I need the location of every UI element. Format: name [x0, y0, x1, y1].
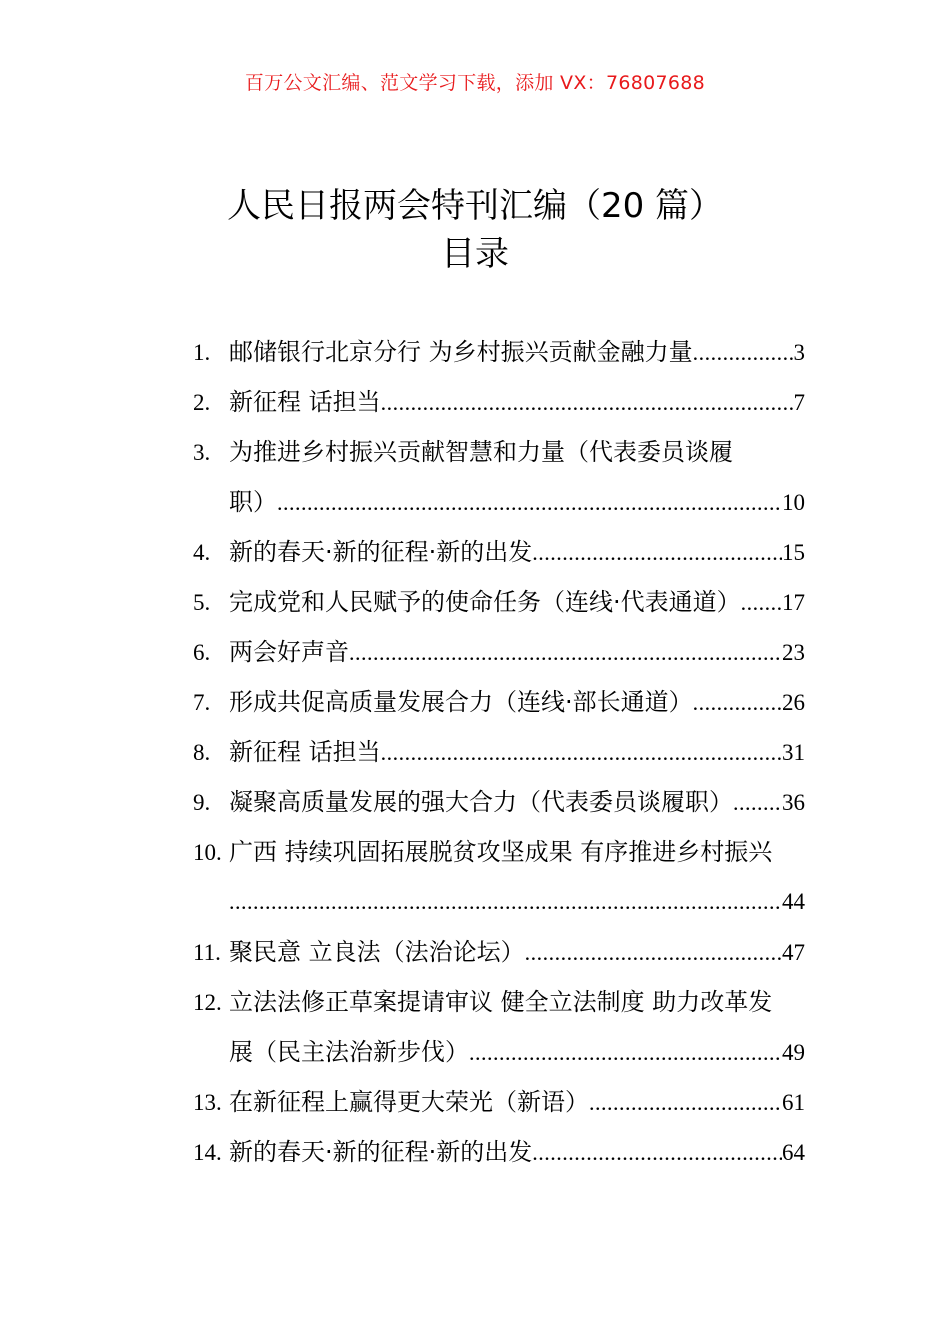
toc-leader-dots [532, 533, 782, 573]
toc-number: 13. [193, 1090, 222, 1115]
toc-title: 立法法修正草案提请审议 健全立法制度 助力改革发 [229, 988, 773, 1016]
toc-page-number: 7 [793, 390, 805, 415]
toc-leader-dots [277, 483, 782, 523]
toc-page-number: 64 [782, 1140, 805, 1165]
toc-title: 完成党和人民赋予的使命任务（连线·代表通道） [229, 588, 741, 616]
toc-page-number: 10 [782, 490, 805, 515]
toc-number: 5. [193, 590, 211, 615]
toc-leader-dots [532, 1133, 782, 1173]
toc-page-number: 49 [782, 1040, 805, 1065]
toc-entry-7[interactable] [193, 682, 805, 732]
toc-entry-1[interactable] [193, 332, 805, 382]
toc-entry-5[interactable] [193, 582, 805, 632]
table-of-contents [193, 332, 805, 1182]
toc-title: 新征程 话担当 [229, 388, 381, 416]
toc-title-continued: 展（民主法治新步伐） [229, 1038, 469, 1066]
toc-leader-dots [381, 733, 782, 773]
toc-leader-dots [381, 383, 794, 423]
toc-page-number: 26 [782, 690, 805, 715]
toc-number: 12. [193, 990, 222, 1015]
toc-number: 10. [193, 840, 222, 865]
document-title: 人民日报两会特刊汇编（20 篇） [226, 186, 724, 226]
toc-number: 4. [193, 540, 211, 565]
toc-page-number: 36 [782, 790, 805, 815]
toc-leader-dots [741, 583, 782, 623]
toc-leader-dots [589, 1083, 782, 1123]
header-banner: 百万公文汇编、范文学习下载，添加 VX：76807688 [244, 72, 706, 94]
toc-page-number: 61 [782, 1090, 805, 1115]
toc-page-number: 44 [782, 889, 805, 914]
toc-title: 在新征程上赢得更大荣光（新语） [229, 1088, 589, 1116]
toc-number: 1. [193, 340, 211, 365]
toc-leader-dots [693, 333, 794, 373]
toc-title: 两会好声音 [229, 638, 349, 666]
toc-entry-10-line-2[interactable] [193, 882, 805, 932]
toc-entry-4[interactable] [193, 532, 805, 582]
toc-page-number: 47 [782, 940, 805, 965]
toc-leader-dots [693, 683, 782, 723]
toc-number: 6. [193, 640, 211, 665]
toc-page-number: 31 [782, 740, 805, 765]
toc-entry-12-line-1[interactable] [193, 982, 805, 1032]
toc-entry-9[interactable] [193, 782, 805, 832]
toc-number: 9. [193, 790, 211, 815]
toc-entry-11[interactable] [193, 932, 805, 982]
toc-entry-2[interactable] [193, 382, 805, 432]
toc-heading: 目录 [441, 234, 509, 274]
toc-number: 3. [193, 440, 211, 465]
toc-title: 凝聚高质量发展的强大合力（代表委员谈履职） [229, 788, 733, 816]
toc-entry-10-line-1[interactable] [193, 832, 805, 882]
toc-title: 为推进乡村振兴贡献智慧和力量（代表委员谈履 [229, 438, 733, 466]
toc-page-number: 17 [782, 590, 805, 615]
toc-title: 新征程 话担当 [229, 738, 381, 766]
toc-entry-14[interactable] [193, 1132, 805, 1182]
toc-page-number: 15 [782, 540, 805, 565]
toc-leader-dots [525, 933, 782, 973]
toc-leader-dots [733, 783, 782, 823]
toc-entry-8[interactable] [193, 732, 805, 782]
toc-number: 7. [193, 690, 211, 715]
toc-leader-dots [229, 882, 782, 922]
toc-entry-3-line-1[interactable] [193, 432, 805, 482]
toc-number: 8. [193, 740, 211, 765]
toc-title: 聚民意 立良法（法治论坛） [229, 938, 525, 966]
toc-title: 新的春天·新的征程·新的出发 [229, 538, 533, 566]
toc-leader-dots [469, 1033, 782, 1073]
toc-entry-3-line-2[interactable] [193, 482, 805, 532]
toc-leader-dots [349, 633, 782, 673]
toc-entry-12-line-2[interactable] [193, 1032, 805, 1082]
toc-page-number: 3 [793, 340, 805, 365]
toc-title: 广西 持续巩固拓展脱贫攻坚成果 有序推进乡村振兴 [229, 838, 773, 866]
toc-title: 新的春天·新的征程·新的出发 [229, 1138, 533, 1166]
toc-entry-13[interactable] [193, 1082, 805, 1132]
toc-entry-6[interactable] [193, 632, 805, 682]
toc-title: 邮储银行北京分行 为乡村振兴贡献金融力量 [229, 338, 693, 366]
toc-number: 14. [193, 1140, 222, 1165]
toc-title-continued: 职） [229, 488, 277, 516]
toc-number: 2. [193, 390, 211, 415]
toc-page-number: 23 [782, 640, 805, 665]
toc-number: 11. [193, 940, 221, 965]
toc-title: 形成共促高质量发展合力（连线·部长通道） [229, 688, 693, 716]
